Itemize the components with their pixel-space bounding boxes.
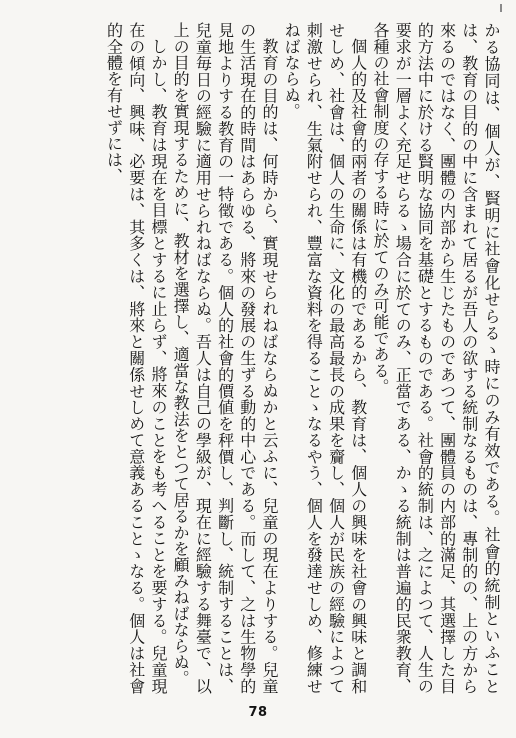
paragraph-4: しかし、教育は現在を目標とするに止らず、將來のことをも考へることを要する。兒童現在の傾向、興味、必要は、其多くは、將來と關係せしめて意義あることゝなる。個人は社會的全體を有せずには、: [104, 22, 168, 694]
paragraph-2: 個人的及社會的兩者の關係は有機的であるから、教育は、個人の興味を社會の興味と調和せしめ、社會は、個人の生命に、文化の最高最長の成果を齎し、個人が民族の經驗によつて刺激せられ、生氣附せられ、豐富な資料を得ることゝなるやう、個人を發達せしめ、修練せねばならぬ。: [282, 22, 368, 694]
paragraph-3: 教育の目的は、何時から、實現せられねばならぬかと云ふに、兒童の現在よりする。兒童の生活現在的時間はあらゆる、將來の發展の生ずる動的中心である。而して、之は生物學的見地よりする教育の一特徵である。個人的社會的價値を秤價し、判斷し、統制することは、兒童毎日の經驗に適用せられねばならぬ。吾人は自己の學級が、現在に經驗する舞臺で、以上の目的を實現するために、教材を選擇し、適當な教法をとつて居るかを顧みねばならぬ。: [171, 22, 279, 694]
paragraph-1: かる協同は、個人が、賢明に社會化せらるゝ時にのみ有效である。社會的統制といふことは、教育の目的の中に含まれて居るが吾人の欲する統制なるものは、專制的の、上の方から來るのではなく、團體の内部から生じたものであつて、團體員の内部的滿足、其選擇した目的方法中に於ける賢明な協同を基礎とするものである。社會的統制は、之によつて、人生の要求が一層よく充足せらるゝ場合に於てのみ、正當である、かゝる統制は普遍的民衆教育、各種の社會制度の存する時に於てのみ可能である。: [370, 22, 501, 694]
vertical-text-body: [14, 22, 502, 694]
page-number: 78: [248, 705, 268, 720]
page-edge-mark: [500, 4, 502, 12]
